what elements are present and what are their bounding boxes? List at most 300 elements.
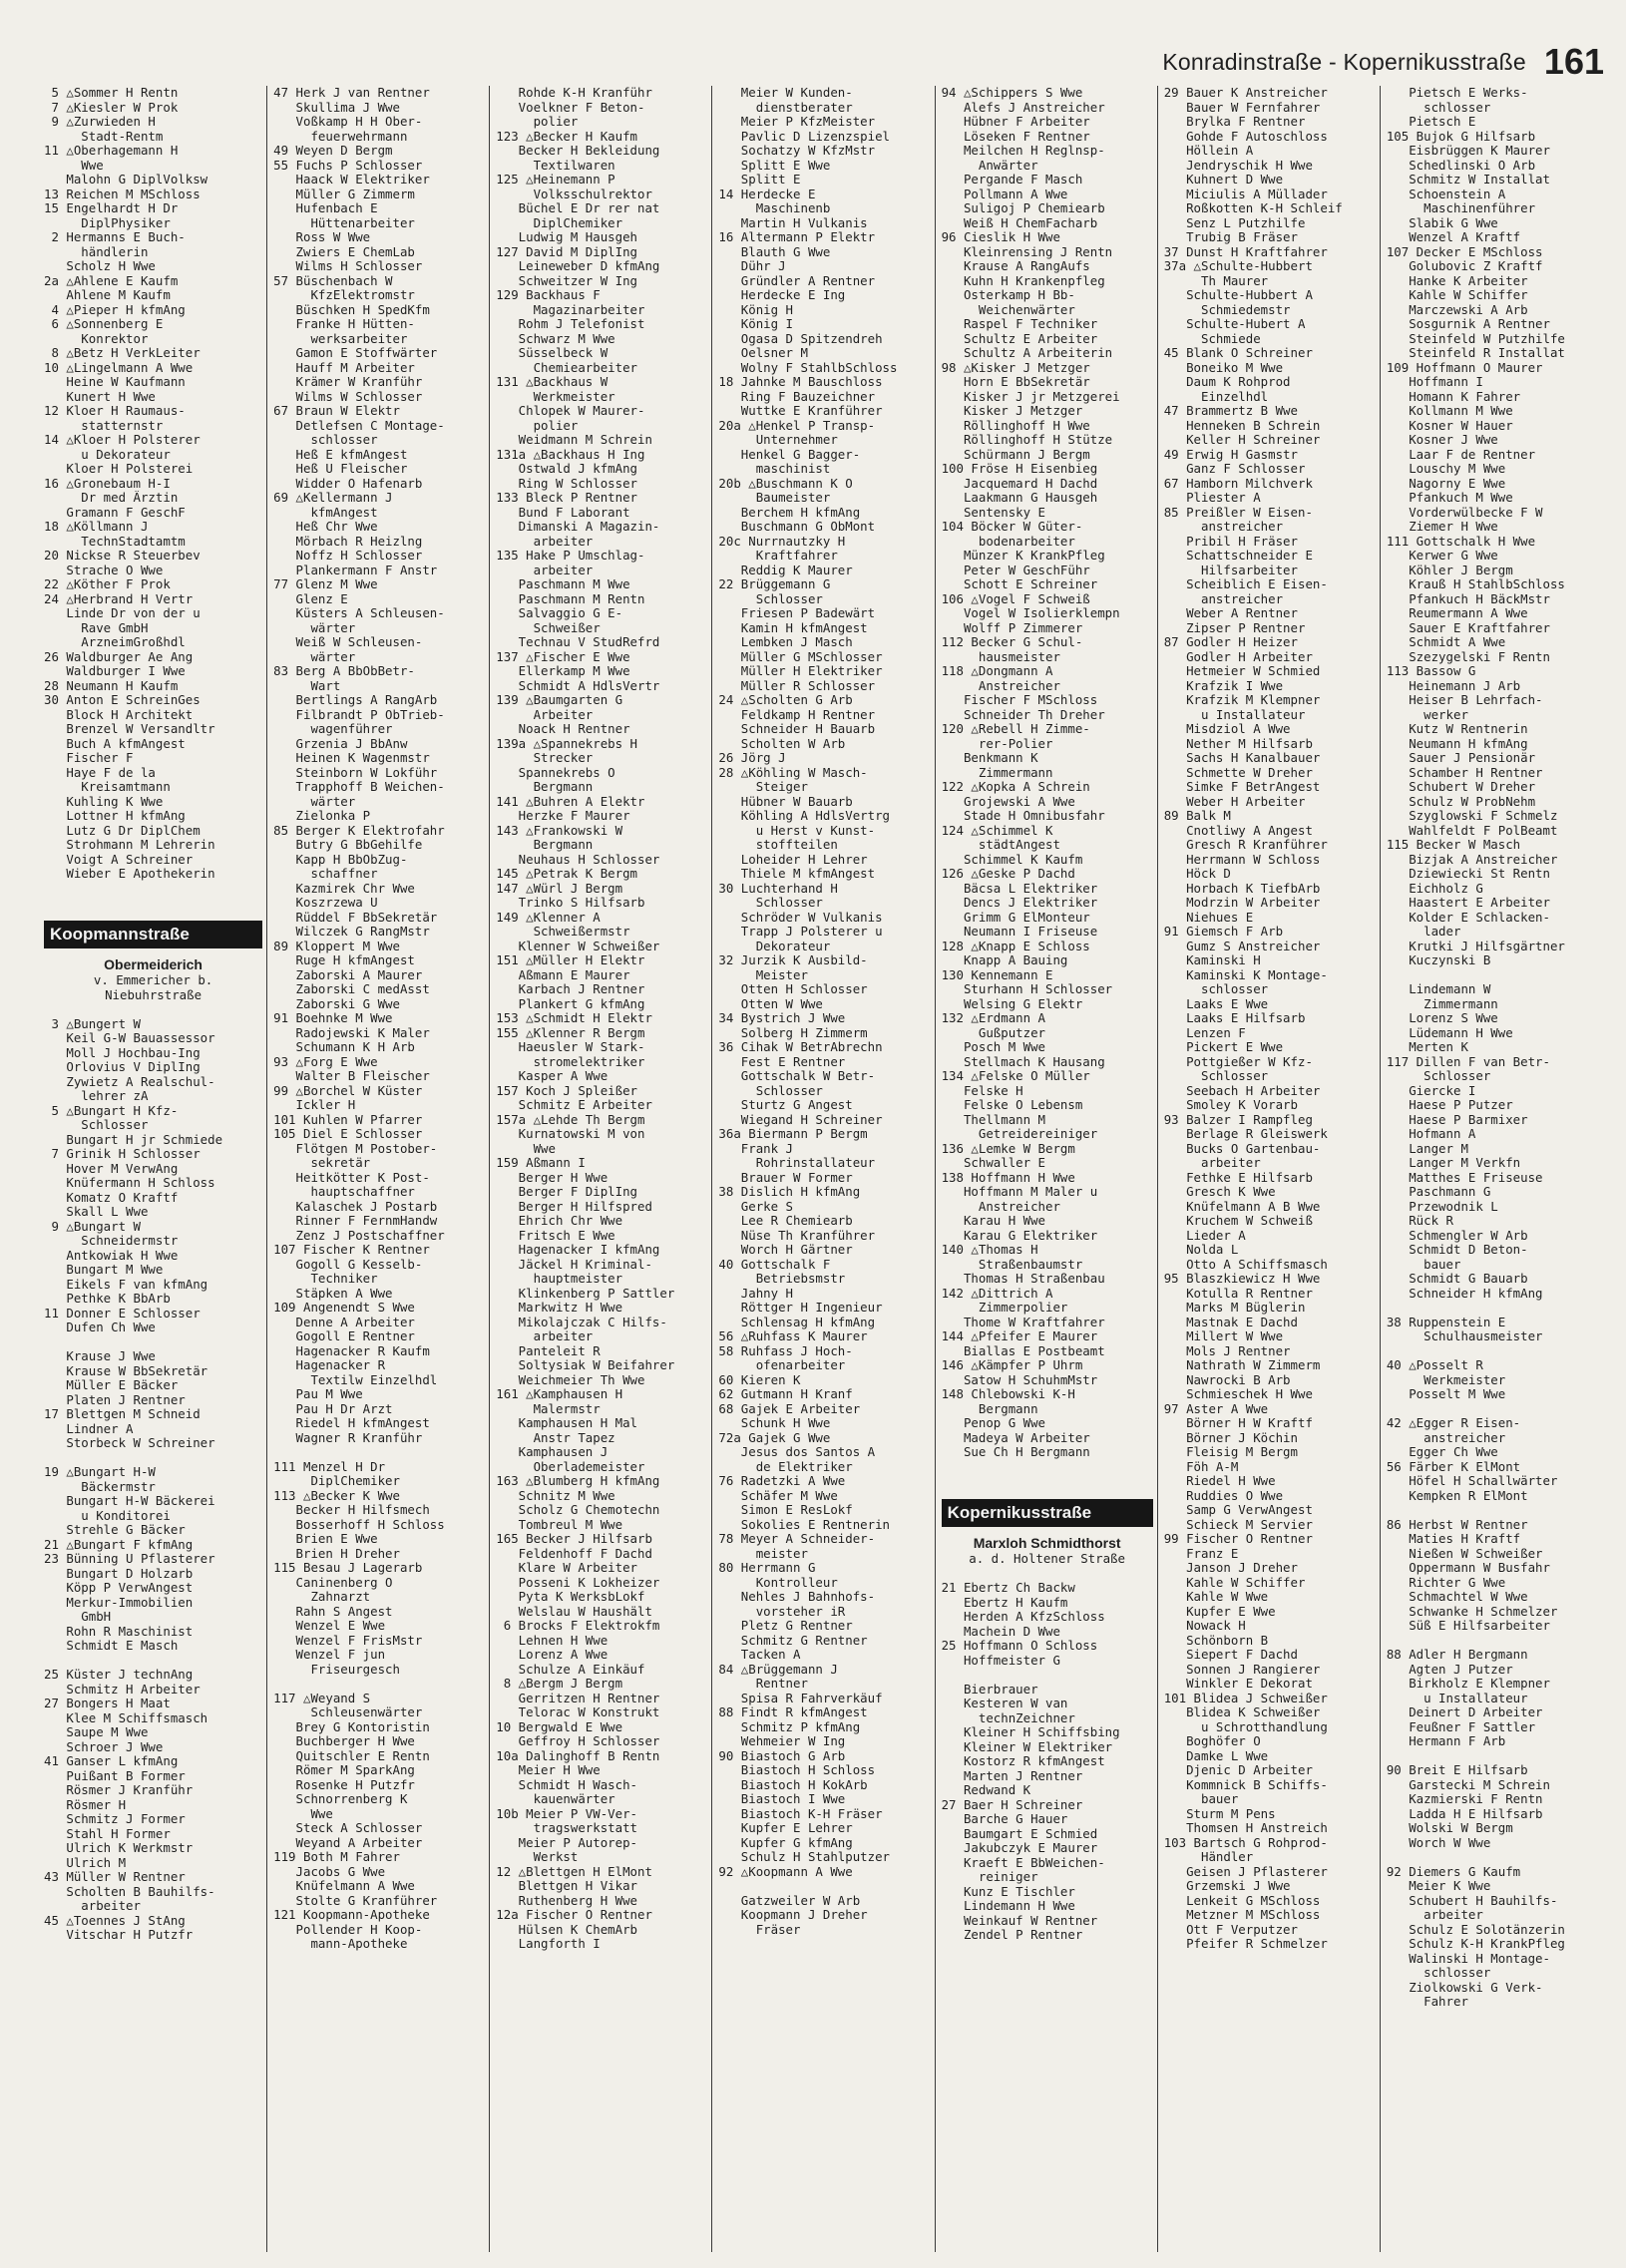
directory-entry: Solberg H Zimmerm	[718, 1025, 868, 1040]
directory-entry: Fleisig M Bergm	[1163, 1445, 1298, 1459]
directory-entry: Wwe	[496, 1141, 556, 1156]
directory-entry: Reddig K Maurer	[718, 563, 853, 577]
directory-entry: Langforth I	[496, 1937, 601, 1951]
directory-entry: Kontrolleur	[718, 1575, 838, 1590]
directory-entry: Radojewski K Maler	[273, 1025, 430, 1040]
directory-entry: Voßkamp H H Ober-	[273, 115, 423, 129]
directory-entry: Meier K Wwe	[1386, 1879, 1491, 1893]
directory-entry: 25 Hoffmann O Schloss	[941, 1639, 1098, 1653]
directory-entry: 155 △Klenner R Bergm	[496, 1025, 645, 1040]
directory-entry: Trapphoff B Weichen-	[273, 780, 445, 794]
directory-entry: Alefs J Anstreicher	[941, 100, 1105, 115]
directory-entry: 41 Ganser L kfmAng	[44, 1754, 179, 1768]
directory-entry: 24 △Herbrand H Vertr	[44, 591, 194, 606]
directory-entry: 30 Anton E SchreinGes	[44, 693, 201, 707]
directory-entry: Nether M Hilfsarb	[1163, 736, 1313, 751]
directory-entry: 101 Blidea J Schweißer	[1163, 1691, 1328, 1705]
directory-entry: Krause W BbSekretär	[44, 1363, 208, 1378]
directory-entry: Keller H Schreiner	[1163, 433, 1321, 447]
directory-entry: Baumgart E Schmied	[941, 1826, 1098, 1841]
directory-entry: Lehnen H Wwe	[496, 1633, 609, 1648]
directory-entry: Lottner H kfmAng	[44, 809, 186, 823]
directory-entry: Schmidt D Beton-	[1386, 1243, 1528, 1257]
directory-entry: Oberlademeister	[496, 1459, 645, 1474]
directory-entry: Egger Ch Wwe	[1386, 1445, 1498, 1459]
directory-entry: Pietsch E	[1386, 115, 1476, 129]
directory-entry: Wilms W Schlosser	[273, 389, 423, 404]
directory-entry: TechnStadtamtm	[44, 534, 186, 549]
directory-entry: de Elektriker	[718, 1459, 853, 1474]
directory-entry: 2 Hermanns E Buch-	[44, 230, 186, 244]
directory-entry: 37 Dunst H Kraftfahrer	[1163, 244, 1328, 259]
directory-entry: Th Maurer	[1163, 273, 1269, 288]
directory-entry: Zielonka P	[273, 809, 371, 823]
directory-entry: lader	[1386, 925, 1461, 939]
directory-entry: Heß E kfmAngest	[273, 447, 408, 462]
directory-entry: Becker H Bekleidung	[496, 144, 660, 158]
directory-entry: werker	[1386, 707, 1468, 722]
directory-entry: 60 Kieren K	[718, 1372, 801, 1387]
directory-entry: Krauß H StahlbSchloss	[1386, 577, 1565, 591]
directory-entry: Gatzweiler W Arb	[718, 1893, 861, 1908]
directory-entry: Meilchen H Reglnsp-	[941, 144, 1105, 158]
directory-entry: Lorenz S Wwe	[1386, 1011, 1498, 1025]
directory-entry: Neuhaus H Schlosser	[496, 852, 660, 867]
directory-entry: Schulz E Solotänzerin	[1386, 1922, 1565, 1937]
directory-entry: Neumann H kfmAng	[1386, 736, 1528, 751]
directory-entry: 159 Aßmann I	[496, 1156, 586, 1170]
directory-entry: Kesteren W van	[941, 1697, 1068, 1710]
directory-entry: Komatz O Kraftf	[44, 1190, 179, 1205]
directory-entry: Marten J Rentner	[941, 1768, 1083, 1783]
directory-entry: Simon E ResLokf	[718, 1503, 853, 1517]
directory-entry: wärter	[273, 649, 356, 664]
directory-entry: Posch M Wwe	[941, 1040, 1045, 1054]
directory-entry: Ulrich M	[44, 1855, 127, 1870]
directory-entry: Schlosser	[718, 1083, 823, 1098]
directory-entry: 111 Menzel H Dr	[273, 1459, 386, 1474]
directory-entry: Noffz H Schlosser	[273, 549, 423, 563]
directory-entry: Wehmeier W Ing	[718, 1734, 846, 1748]
spacer	[1387, 968, 1598, 983]
directory-entry: Lorenz A Wwe	[496, 1648, 609, 1662]
directory-entry: Antkowiak H Wwe	[44, 1248, 179, 1263]
directory-entry: Schnitz M Wwe	[496, 1488, 615, 1503]
directory-entry: Saupe M Wwe	[44, 1725, 149, 1739]
directory-entry: Klinkenberg P Sattler	[496, 1286, 675, 1301]
directory-entry: Paschmann M Wwe	[496, 577, 630, 591]
directory-entry: 4 △Pieper H kfmAng	[44, 302, 186, 317]
directory-entry: 147 △Würl J Bergm	[496, 881, 623, 896]
directory-entry: Kosner J Wwe	[1386, 433, 1498, 447]
directory-entry: Lenkeit G MSchloss	[1163, 1893, 1321, 1908]
directory-entry: Trapp J Polsterer u	[718, 925, 883, 939]
directory-entry: 9 △Bungart W	[44, 1219, 141, 1234]
directory-entry: Paschmann M Rentn	[496, 591, 645, 606]
directory-entry: Kraftfahrer	[718, 549, 838, 563]
directory-entry: Madeya W Arbeiter	[941, 1430, 1090, 1445]
directory-entry: 8 △Betz H VerkLeiter	[44, 346, 201, 360]
directory-entry: Schlosser	[1163, 1069, 1269, 1083]
directory-entry: Pau M Wwe	[273, 1387, 363, 1401]
directory-entry: 133 Bleck P Rentner	[496, 491, 638, 505]
directory-entry: Weichmeier Th Wwe	[496, 1372, 645, 1387]
directory-entry: 9 △Zurwieden H	[44, 115, 156, 129]
directory-entry: Wenzel A Kraftf	[1386, 230, 1521, 244]
directory-entry: 89 Balk M	[1163, 809, 1231, 823]
directory-entry: Riedel H Wwe	[1163, 1474, 1276, 1488]
directory-entry: 36 Cihak W BetrAbrechn	[718, 1040, 883, 1054]
directory-entry: Machein D Wwe	[941, 1624, 1060, 1639]
directory-entry: Kahle W Schiffer	[1163, 1575, 1306, 1590]
directory-entry: Grimm G ElMonteur	[941, 910, 1090, 925]
directory-entry: Herdecke E Ing	[718, 288, 846, 302]
directory-entry: Rave GmbH	[44, 620, 149, 635]
directory-entry: Kempken R ElMont	[1386, 1488, 1528, 1503]
directory-entry: Blidea K Schweißer	[1163, 1705, 1321, 1719]
directory-entry: Voigt A Schreiner	[44, 852, 194, 867]
directory-entry: Konrektor	[44, 331, 149, 346]
directory-entry: Bierbrauer	[941, 1682, 1038, 1697]
directory-entry: Grojewski A Wwe	[941, 794, 1075, 809]
spacer	[44, 882, 262, 897]
directory-entry: Magazinarbeiter	[496, 302, 645, 317]
directory-entry: reiniger	[941, 1870, 1038, 1884]
directory-entry: Jakubczyk E Maurer	[941, 1841, 1098, 1855]
street-heading: Kopernikusstraße	[942, 1499, 1153, 1528]
directory-entry: Krause J Wwe	[44, 1349, 156, 1363]
directory-entry: 122 △Kopka A Schrein	[941, 780, 1090, 794]
directory-entry: Kuhling K Wwe	[44, 794, 164, 809]
directory-entry: Dencs J Elektriker	[941, 896, 1098, 910]
directory-entry: Homann K Fahrer	[1386, 389, 1521, 404]
directory-entry: Merten K	[1386, 1040, 1468, 1054]
directory-entry: Schulz K-H KrankPfleg	[1386, 1937, 1565, 1951]
directory-entry: 27 Bongers H Maat	[44, 1697, 171, 1710]
directory-entry: Nathrath W Zimmerm	[1163, 1358, 1321, 1372]
directory-entry: Welslau W Haushält	[496, 1604, 652, 1619]
directory-entry: Voelkner F Beton-	[496, 100, 645, 115]
directory-entry: Schulhausmeister	[1386, 1329, 1543, 1343]
directory-entry: Splitt E	[718, 173, 801, 187]
directory-entry: Ickler H	[273, 1098, 356, 1112]
directory-entry: Laar F de Rentner	[1386, 447, 1536, 462]
directory-entry: Schroer J Wwe	[44, 1739, 164, 1754]
directory-entry: Otto A Schiffsmasch	[1163, 1257, 1328, 1272]
directory-entry: Bungart M Wwe	[44, 1263, 164, 1277]
directory-entry: GmbH	[44, 1610, 112, 1624]
directory-entry: Kollmann M Wwe	[1386, 404, 1513, 418]
directory-entry: arbeiter	[1386, 1908, 1483, 1922]
spacer	[273, 1677, 485, 1692]
directory-entry: mann-Apotheke	[273, 1937, 408, 1951]
directory-entry: Bosserhoff H Schloss	[273, 1517, 445, 1532]
directory-entry: Haese P Putzer	[1386, 1098, 1513, 1112]
directory-entry: Kahle W Wwe	[1163, 1590, 1269, 1604]
directory-entry: Pliester A	[1163, 491, 1261, 505]
directory-column	[711, 86, 934, 2252]
directory-entry: 22 △Köther F Prok	[44, 577, 171, 591]
directory-entry: Birkholz E Klempner	[1386, 1677, 1550, 1691]
directory-entry: Merkur-Immobilien	[44, 1595, 194, 1610]
directory-entry: Plankermann F Anstr	[273, 563, 438, 577]
directory-entry: Scholz G Chemotechn	[496, 1503, 660, 1517]
directory-entry: Krutki J Hilfsgärtner	[1386, 939, 1565, 953]
directory-entry: Kamphausen J	[496, 1445, 609, 1459]
directory-entry: Thiele M kfmAngest	[718, 867, 876, 881]
directory-entry: Rüddel F BbSekretär	[273, 910, 438, 925]
directory-entry: Sue Ch H Bergmann	[941, 1445, 1090, 1459]
directory-entry: Thellmann M	[941, 1112, 1045, 1127]
directory-entry: Schmitz E Arbeiter	[496, 1098, 652, 1112]
directory-entry: Lieder A	[1163, 1228, 1246, 1243]
directory-entry: 5 △Bungart H Kfz-	[44, 1103, 179, 1118]
directory-entry: 148 Chlebowski K-H	[941, 1387, 1075, 1401]
directory-entry: Storbeck W Schreiner	[44, 1436, 215, 1450]
directory-entry: Gohde F Autoschloss	[1163, 129, 1328, 144]
directory-entry: Splitt E Wwe	[718, 158, 831, 173]
directory-entry: ofenarbeiter	[718, 1358, 846, 1372]
directory-entry: Ludwig M Hausgeh	[496, 230, 638, 244]
directory-entry: Rohm J Telefonist	[496, 317, 645, 331]
directory-entry: Geisen J Pflasterer	[1163, 1864, 1328, 1879]
directory-entry: Schoenstein A	[1386, 187, 1506, 201]
directory-entry: Schürmann J Bergm	[941, 447, 1090, 462]
directory-entry: Steinborn W Lokführ	[273, 765, 438, 780]
directory-entry: Kupfer E Lehrer	[718, 1821, 853, 1835]
directory-entry: Franz E	[1163, 1546, 1239, 1561]
directory-entry: Chemiearbeiter	[496, 360, 638, 375]
directory-entry: Blettgen H Vikar	[496, 1879, 638, 1893]
directory-entry: Posseni K Lokheizer	[496, 1575, 660, 1590]
directory-entry: 131a △Backhaus H Ing	[496, 447, 645, 462]
directory-entry: Nowack H	[1163, 1619, 1246, 1633]
directory-entry: Anstreicher	[941, 1199, 1060, 1214]
directory-entry: Meier P KfzMeister	[718, 115, 876, 129]
directory-entry: Köpp P VerwAngest	[44, 1581, 194, 1595]
directory-entry: rer-Polier	[941, 736, 1053, 751]
directory-entry: Simke F BetrAngest	[1163, 780, 1321, 794]
directory-entry: Schneider Th Dreher	[941, 707, 1105, 722]
directory-entry: 85 Berger K Elektrofahr	[273, 823, 445, 838]
directory-entry: Zimmermann	[1386, 996, 1498, 1011]
directory-entry: Nießen W Schweißer	[1386, 1546, 1543, 1561]
directory-entry: Ring F Bauzeichner	[718, 389, 876, 404]
directory-entry: Buchberger H Wwe	[273, 1734, 415, 1748]
directory-entry: 62 Gutmann H Kranf	[718, 1387, 853, 1401]
directory-entry: KfzElektromstr	[273, 288, 415, 302]
directory-entry: 119 Both M Fahrer	[273, 1850, 400, 1864]
directory-entry: Heinen K Wagenmstr	[273, 751, 430, 765]
directory-entry: Laaks E Hilfsarb	[1163, 1011, 1306, 1025]
directory-entry: 87 Godler H Heizer	[1163, 635, 1298, 649]
directory-entry: Redwand K	[941, 1783, 1031, 1797]
directory-entry: 101 Kuhlen W Pfarrer	[273, 1112, 423, 1127]
directory-entry: Hermann F Arb	[1386, 1734, 1506, 1748]
directory-entry: Pfankuch M Wwe	[1386, 491, 1513, 505]
directory-entry: Waldburger I Wwe	[44, 664, 186, 678]
directory-entry: Börner J Köchin	[1163, 1430, 1298, 1445]
directory-entry: Kapp H BbObZug-	[273, 852, 408, 867]
directory-entry: Schmidt H Wasch-	[496, 1777, 638, 1792]
directory-entry: Wiegand H Schreiner	[718, 1112, 883, 1127]
directory-entry: Weidmann M Schrein	[496, 433, 652, 447]
directory-entry: 58 Ruhfass J Hoch-	[718, 1343, 853, 1358]
directory-entry: Laakmann G Hausgeh	[941, 491, 1098, 505]
directory-entry: Weber H Arbeiter	[1163, 794, 1306, 809]
directory-entry: Lee R Chemiearb	[718, 1214, 853, 1228]
directory-entry: 7 Grinik H Schlosser	[44, 1147, 201, 1161]
directory-entry: Wart	[273, 678, 341, 693]
directory-entry: Sturtz G Angest	[718, 1098, 853, 1112]
directory-entry: 22 Brüggemann G	[718, 577, 831, 591]
spacer	[44, 1002, 262, 1017]
directory-entry: Höck D	[1163, 867, 1231, 881]
directory-entry: 56 △Ruhfass K Maurer	[718, 1329, 868, 1343]
directory-entry: Zendel P Rentner	[941, 1928, 1083, 1942]
directory-entry: Volksschulrektor	[496, 187, 652, 201]
street-range-note: a. d. Holtener Straße	[969, 1551, 1125, 1566]
directory-entry: Kamphausen H Mal	[496, 1416, 638, 1430]
directory-entry: Kazmierski F Rentn	[1386, 1792, 1543, 1806]
directory-entry: 47 Brammertz B Wwe	[1163, 404, 1298, 418]
directory-entry: 157a △Lehde Th Bergm	[496, 1112, 645, 1127]
directory-entry: 42 △Egger R Eisen-	[1386, 1416, 1521, 1430]
directory-entry: Schäfer M Wwe	[718, 1488, 838, 1503]
directory-entry: 126 △Geske P Dachd	[941, 867, 1075, 881]
directory-entry: 113 △Becker K Wwe	[273, 1488, 400, 1503]
directory-entry: Friseurgesch	[273, 1662, 400, 1677]
directory-entry: Frank J	[718, 1141, 794, 1156]
directory-entry: 128 △Knapp E Schloss	[941, 939, 1090, 953]
directory-entry: 10b Meier P VW-Ver-	[496, 1806, 638, 1821]
directory-entry: Jacquemard H Dachd	[941, 476, 1098, 491]
directory-entry: Rosenke H Putzfr	[273, 1777, 415, 1792]
directory-entry: Kutz W Rentnerin	[1386, 722, 1528, 736]
directory-entry: Schmidt A Wwe	[1386, 635, 1506, 649]
directory-entry: Schmieschek H Wwe	[1163, 1387, 1313, 1401]
directory-entry: Kuhn H Krankenpfleg	[941, 273, 1105, 288]
directory-column	[1157, 86, 1380, 2252]
directory-entry: 20b △Buschmann K O	[718, 476, 853, 491]
directory-entry: Köhler J Bergm	[1386, 563, 1513, 577]
directory-entry: Daum K Rohprod	[1163, 375, 1291, 389]
directory-entry: Malermstr	[496, 1401, 601, 1416]
directory-entry: Süsselbeck W	[496, 346, 609, 360]
directory-entry: Louschy M Wwe	[1386, 462, 1506, 476]
directory-entry: Feldenhoff F Dachd	[496, 1546, 652, 1561]
directory-entry: Laaks E Wwe	[1163, 996, 1269, 1011]
directory-entry: meister	[718, 1546, 808, 1561]
directory-entry: Penop G Wwe	[941, 1416, 1045, 1430]
directory-entry: Mikolajczak C Hilfs-	[496, 1315, 667, 1329]
directory-entry: Niehues E	[1163, 910, 1254, 925]
directory-entry: Skullima J Wwe	[273, 100, 400, 115]
directory-entry: 3 △Bungert W	[44, 1016, 141, 1031]
directory-entry: Dühr J	[718, 259, 786, 273]
directory-entry: 113 Bassow G	[1386, 664, 1476, 678]
directory-entry: Händler	[1163, 1850, 1254, 1864]
directory-entry: Gramann F GeschF	[44, 505, 186, 520]
directory-entry: Hauff M Arbeiter	[273, 360, 415, 375]
directory-entry: 135 Hake P Umschlag-	[496, 549, 645, 563]
directory-entry: Thome W Kraftfahrer	[941, 1315, 1105, 1329]
directory-entry: 68 Gajek E Arbeiter	[718, 1401, 861, 1416]
directory-entry: Janson J Dreher	[1163, 1561, 1298, 1575]
directory-entry: Bergmann	[941, 1401, 1038, 1416]
directory-entry: Krause A RangAufs	[941, 259, 1090, 273]
directory-entry: Giercke I	[1386, 1083, 1476, 1098]
directory-entry: 8 △Bergm J Bergm	[496, 1677, 623, 1691]
directory-entry: Schmitz H Arbeiter	[44, 1682, 201, 1697]
spacer	[942, 1668, 1153, 1683]
directory-entry: Strache O Wwe	[44, 563, 164, 577]
directory-entry: Feldkamp H Rentner	[718, 707, 876, 722]
directory-entry: anstreicher	[1163, 520, 1284, 534]
directory-entry: 144 △Pfeifer E Maurer	[941, 1329, 1098, 1343]
directory-entry: Straßenbaumstr	[941, 1257, 1083, 1272]
directory-entry: Schmette W Dreher	[1163, 765, 1313, 780]
directory-entry: Zimmermann	[941, 765, 1053, 780]
directory-entry: werksarbeiter	[273, 331, 408, 346]
directory-entry: hauptschaffner	[273, 1185, 415, 1199]
spacer	[718, 1879, 930, 1894]
directory-entry: 90 Biastoch G Arb	[718, 1748, 846, 1763]
district-name: Obermeiderich	[104, 956, 203, 972]
directory-entry: Karau G Elektriker	[941, 1228, 1098, 1243]
directory-entry: Gründler A Rentner	[718, 273, 876, 288]
directory-entry: Hagenacker R	[273, 1358, 386, 1372]
directory-entry: Linde Dr von der u	[44, 606, 201, 620]
directory-entry: 40 △Posselt R	[1386, 1358, 1483, 1372]
directory-entry: Schweißermstr	[496, 925, 630, 939]
directory-entry: Ladda H E Hilfsarb	[1386, 1806, 1543, 1821]
directory-entry: Hoffmeister G	[941, 1653, 1060, 1668]
directory-entry: 94 △Schippers S Wwe	[941, 86, 1083, 100]
directory-entry: Detlefsen C Montage-	[273, 418, 445, 433]
directory-entry: 36a Biermann P Bergm	[718, 1127, 868, 1141]
directory-entry: Weichenwärter	[941, 302, 1075, 317]
directory-entry: Hufenbach E	[273, 201, 378, 215]
directory-entry: Kamin H kfmAngest	[718, 620, 868, 635]
directory-entry: Jäckel H Kriminal-	[496, 1257, 652, 1272]
directory-entry: 27 Baer H Schreiner	[941, 1797, 1083, 1812]
directory-entry: 12 Kloer H Raumaus-	[44, 404, 186, 418]
directory-entry: Franke H Hütten-	[273, 317, 415, 331]
directory-entry: 143 △Frankowski W	[496, 823, 623, 838]
directory-entry: Kazmirek Chr Wwe	[273, 881, 415, 896]
directory-entry: schlosser	[273, 433, 378, 447]
directory-entry: anstreicher	[1163, 591, 1284, 606]
directory-entry: Koszrzewa U	[273, 896, 378, 910]
directory-entry: Stade H Omnibusfahr	[941, 809, 1105, 823]
directory-entry: Aßmann E Maurer	[496, 967, 630, 982]
directory-entry: 96 Cieslik H Wwe	[941, 230, 1060, 244]
district-name: Marxloh Schmidthorst	[973, 1535, 1121, 1551]
directory-entry: Fräser	[718, 1922, 801, 1937]
directory-entry: Meister	[718, 967, 808, 982]
directory-entry: Gußputzer	[941, 1025, 1045, 1040]
directory-entry: Rohde K-H Kranführ	[496, 86, 652, 100]
directory-entry: 38 Dislich H kfmAng	[718, 1185, 861, 1199]
directory-entry: 13 Reichen M MSchloss	[44, 187, 201, 201]
directory-entry: 28 △Köhling W Masch-	[718, 765, 868, 780]
directory-entry: städtAngest	[941, 838, 1060, 852]
directory-entry: Schunk H Wwe	[718, 1416, 831, 1430]
directory-entry: Bizjak A Anstreicher	[1386, 852, 1558, 867]
directory-entry: Samp G VerwAngest	[1163, 1503, 1313, 1517]
directory-entry: Getreidereiniger	[941, 1127, 1098, 1141]
